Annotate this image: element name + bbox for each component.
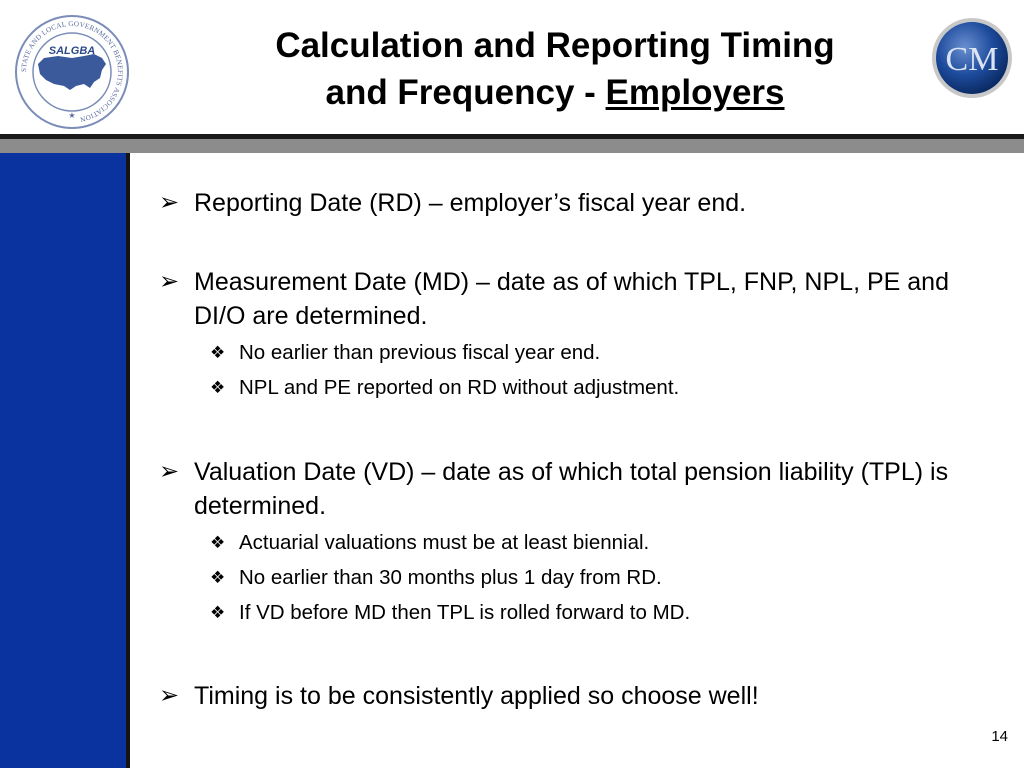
list-item: ➢ Valuation Date (VD) – date as of which total pension liability (TPL) is determined. <box>155 455 985 523</box>
left-sidebar-bar <box>0 153 126 768</box>
four-diamond-bullet-icon: ❖ <box>210 568 226 587</box>
sub-list-item: ❖ If VD before MD then TPL is rolled forward to MD. <box>210 601 691 624</box>
four-diamond-bullet-icon: ❖ <box>210 343 226 362</box>
list-item: ➢ Timing is to be consistently applied so choose well! <box>155 679 985 713</box>
arrowhead-bullet-icon: ➢ <box>159 268 180 295</box>
arrowhead-bullet-icon: ➢ <box>159 189 180 216</box>
sub-list-item: ❖ Actuarial valuations must be at least biennial. <box>210 531 650 554</box>
sub-list-item: ❖ NPL and PE reported on RD without adjustment. <box>210 376 680 399</box>
arrowhead-bullet-icon: ➢ <box>159 682 180 709</box>
title-line-2-prefix: and Frequency - <box>325 73 606 112</box>
list-item: ➢ Measurement Date (MD) – date as of which TPL, FNP, NPL, PE and DI/O are determined. <box>155 265 985 333</box>
header-rule-gray <box>0 139 1024 153</box>
four-diamond-bullet-icon: ❖ <box>210 603 226 622</box>
cm-logo-text: CM <box>945 41 999 78</box>
arrowhead-bullet-icon: ➢ <box>159 458 180 485</box>
page-title <box>160 22 950 116</box>
slide-header <box>0 0 1024 134</box>
svg-text:★: ★ <box>68 111 76 120</box>
sidebar-edge <box>126 153 130 768</box>
svg-text:STATE AND LOCAL GOVERNMENT BEN: STATE AND LOCAL GOVERNMENT BENEFITS ASSOCIATION <box>19 19 125 124</box>
four-diamond-bullet-icon: ❖ <box>210 533 226 552</box>
sub-list-item: ❖ No earlier than 30 months plus 1 day from RD. <box>210 566 662 589</box>
cm-logo <box>930 16 1014 100</box>
salgba-text: SALGBA <box>48 45 96 57</box>
salgba-seal-logo <box>14 14 130 130</box>
page-number: 14 <box>991 728 1008 745</box>
title-line-2-underlined: Employers <box>605 73 785 112</box>
four-diamond-bullet-icon: ❖ <box>210 378 226 397</box>
list-item: ➢ Reporting Date (RD) – employer’s fiscal year end. <box>155 186 985 220</box>
title-line-1: Calculation and Reporting Timing <box>275 26 835 65</box>
sub-list-item: ❖ No earlier than previous fiscal year end. <box>210 341 601 364</box>
